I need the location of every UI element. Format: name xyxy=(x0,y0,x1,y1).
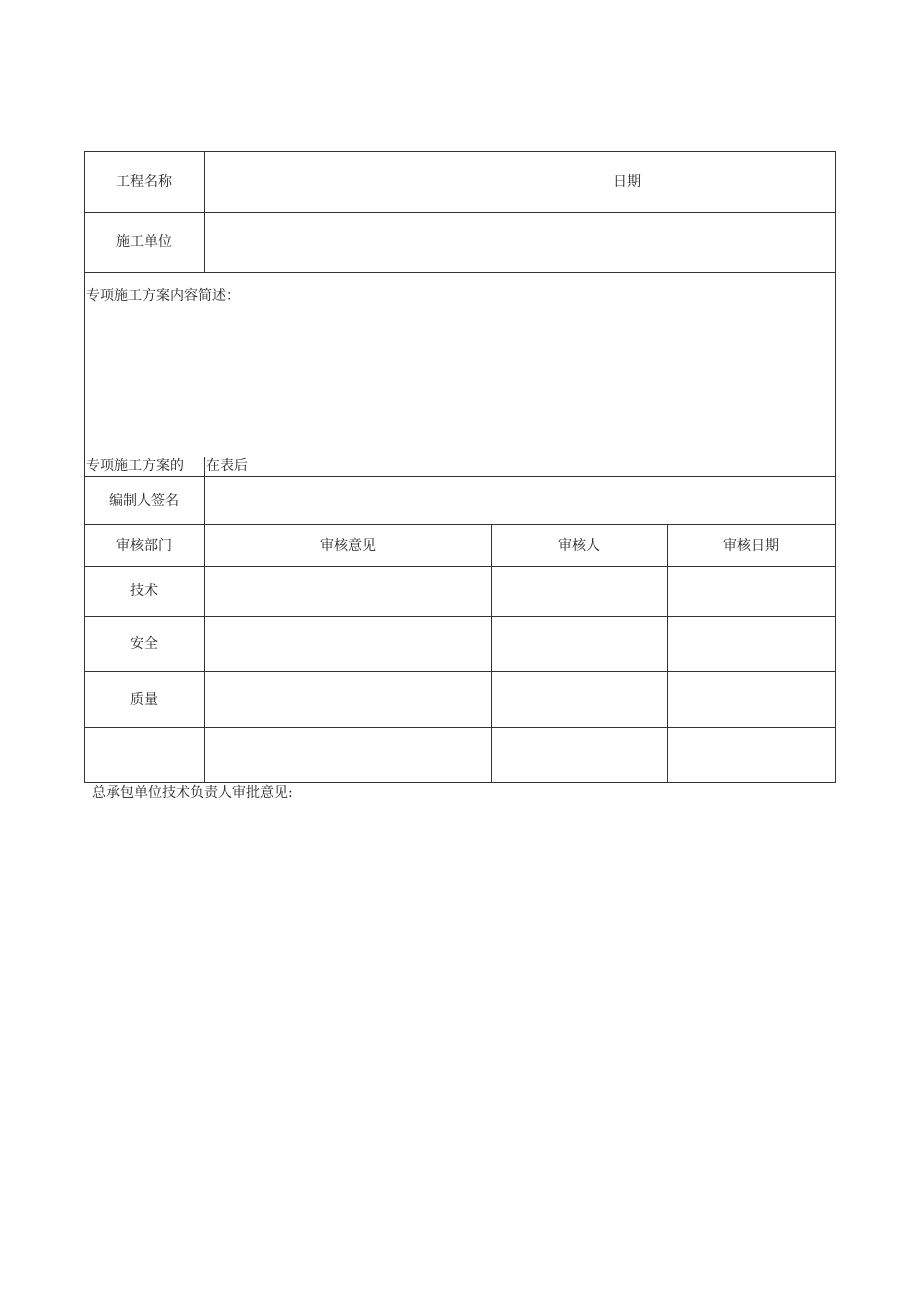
date-label: 日期 xyxy=(613,174,641,190)
author-sign-label: 编制人签名 xyxy=(109,493,179,509)
review-row-dept: 质量 xyxy=(130,692,158,708)
review-header-dept: 审核部门 xyxy=(116,538,172,554)
review-header-date: 审核日期 xyxy=(723,538,779,554)
review-row-dept: 安全 xyxy=(130,636,158,652)
project-name-label: 工程名称 xyxy=(116,174,172,190)
review-header-opinion: 审核意见 xyxy=(320,538,376,554)
plan-summary-label: 专项施工方案内容简述： xyxy=(86,288,240,304)
construction-unit-label: 施工单位 xyxy=(116,234,172,250)
review-row-dept: 技术 xyxy=(130,583,158,599)
plan-attach-label: 专项施工方案的 xyxy=(86,458,184,474)
plan-attach-value: 在表后 xyxy=(206,458,248,474)
approval-label: 总承包单位技术负责人审批意见: xyxy=(92,785,293,801)
review-header-reviewer: 审核人 xyxy=(558,538,600,554)
